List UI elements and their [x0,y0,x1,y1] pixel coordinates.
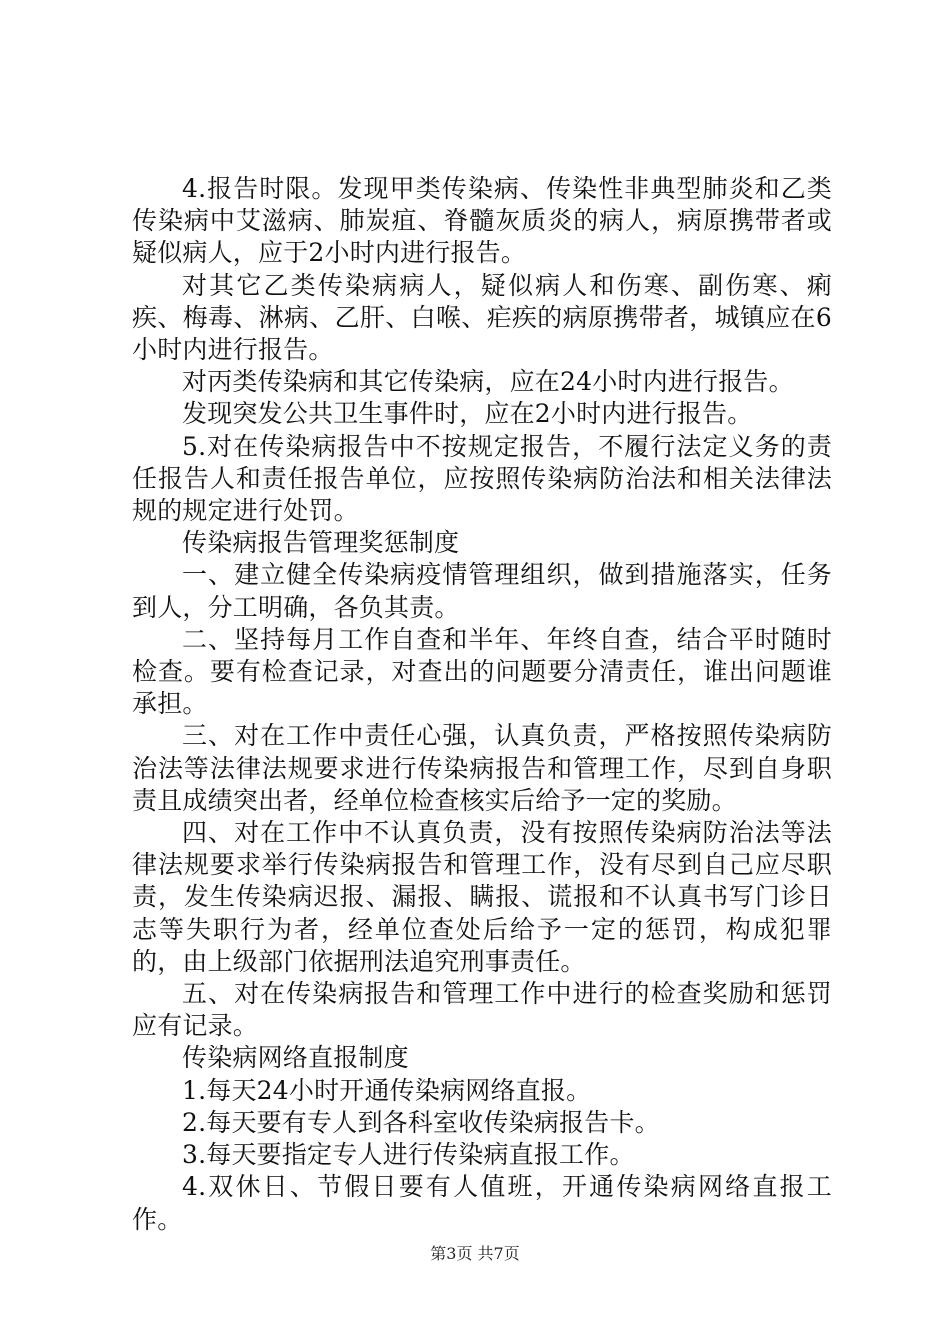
list-item-network-1: 1.每天24小时开通传染病网络直报。 [182,1075,592,1105]
section-heading-network-report: 传染病网络直报制度 [182,1043,409,1073]
section-heading-reward-punishment: 传染病报告管理奖惩制度 [182,528,460,558]
paragraph-report-time-limit: 4.报告时限。发现甲类传染病、传染性非典型肺炎和乙类传染病中艾滋病、肺炭疽、脊髓灰质炎的病人，病原携带者或疑似病人，应于2小时内进行报告。 [132,174,832,268]
page-number-footer: 第3页 共7页 [430,1244,520,1263]
list-item-network-3: 3.每天要指定专人进行传染病直报工作。 [182,1140,635,1170]
paragraph-class-c: 对丙类传染病和其它传染病，应在24小时内进行报告。 [182,367,794,397]
paragraph-item-5: 五、对在传染病报告和管理工作中进行的检查奖励和惩罚应有记录。 [132,979,832,1041]
list-item-network-2: 2.每天要有专人到各科室收传染病报告卡。 [182,1107,660,1137]
document-body [132,173,832,1236]
paragraph-item-3: 三、对在工作中责任心强，认真负责，严格按照传染病防治法等法律法规要求进行传染病报告和管理工作，尽到自身职责且成绩突出者，经单位检查核实后给予一定的奖励。 [132,721,832,815]
paragraph-item-4: 四、对在工作中不认真负责，没有按照传染病防治法等法律法规要求举行传染病报告和管理工作，没有尽到自己应尽职责，发生传染病迟报、漏报、瞒报、谎报和不认真书写门诊日志等失职行为者，经单位查处后给予一定的惩罚，构成犯罪的，由上级部门依据刑法追究刑事责任。 [132,818,832,976]
paragraph-item-2: 二、坚持每月工作自查和半年、年终自查，结合平时随时检查。要有检查记录，对查出的问题要分清责任，谁出问题谁承担。 [132,624,832,719]
list-item-network-4: 4.双休日、节假日要有人值班，开通传染病网络直报工作。 [132,1172,832,1234]
paragraph-item-1: 一、建立健全传染病疫情管理组织，做到措施落实，任务到人，分工明确，各负其责。 [132,560,832,622]
paragraph-public-health-event: 发现突发公共卫生事件时，应在2小时内进行报告。 [182,399,753,429]
paragraph-other-class-b: 对其它乙类传染病病人，疑似病人和伤寒、副伤寒、痢疾、梅毒、淋病、乙肝、白喉、疟疾的病原携带者，城镇应在6小时内进行报告。 [132,270,832,365]
paragraph-penalty: 5.对在传染病报告中不按规定报告，不履行法定义务的责任报告人和责任报告单位，应按照传染病防治法和相关法律法规的规定进行处罚。 [132,431,832,526]
